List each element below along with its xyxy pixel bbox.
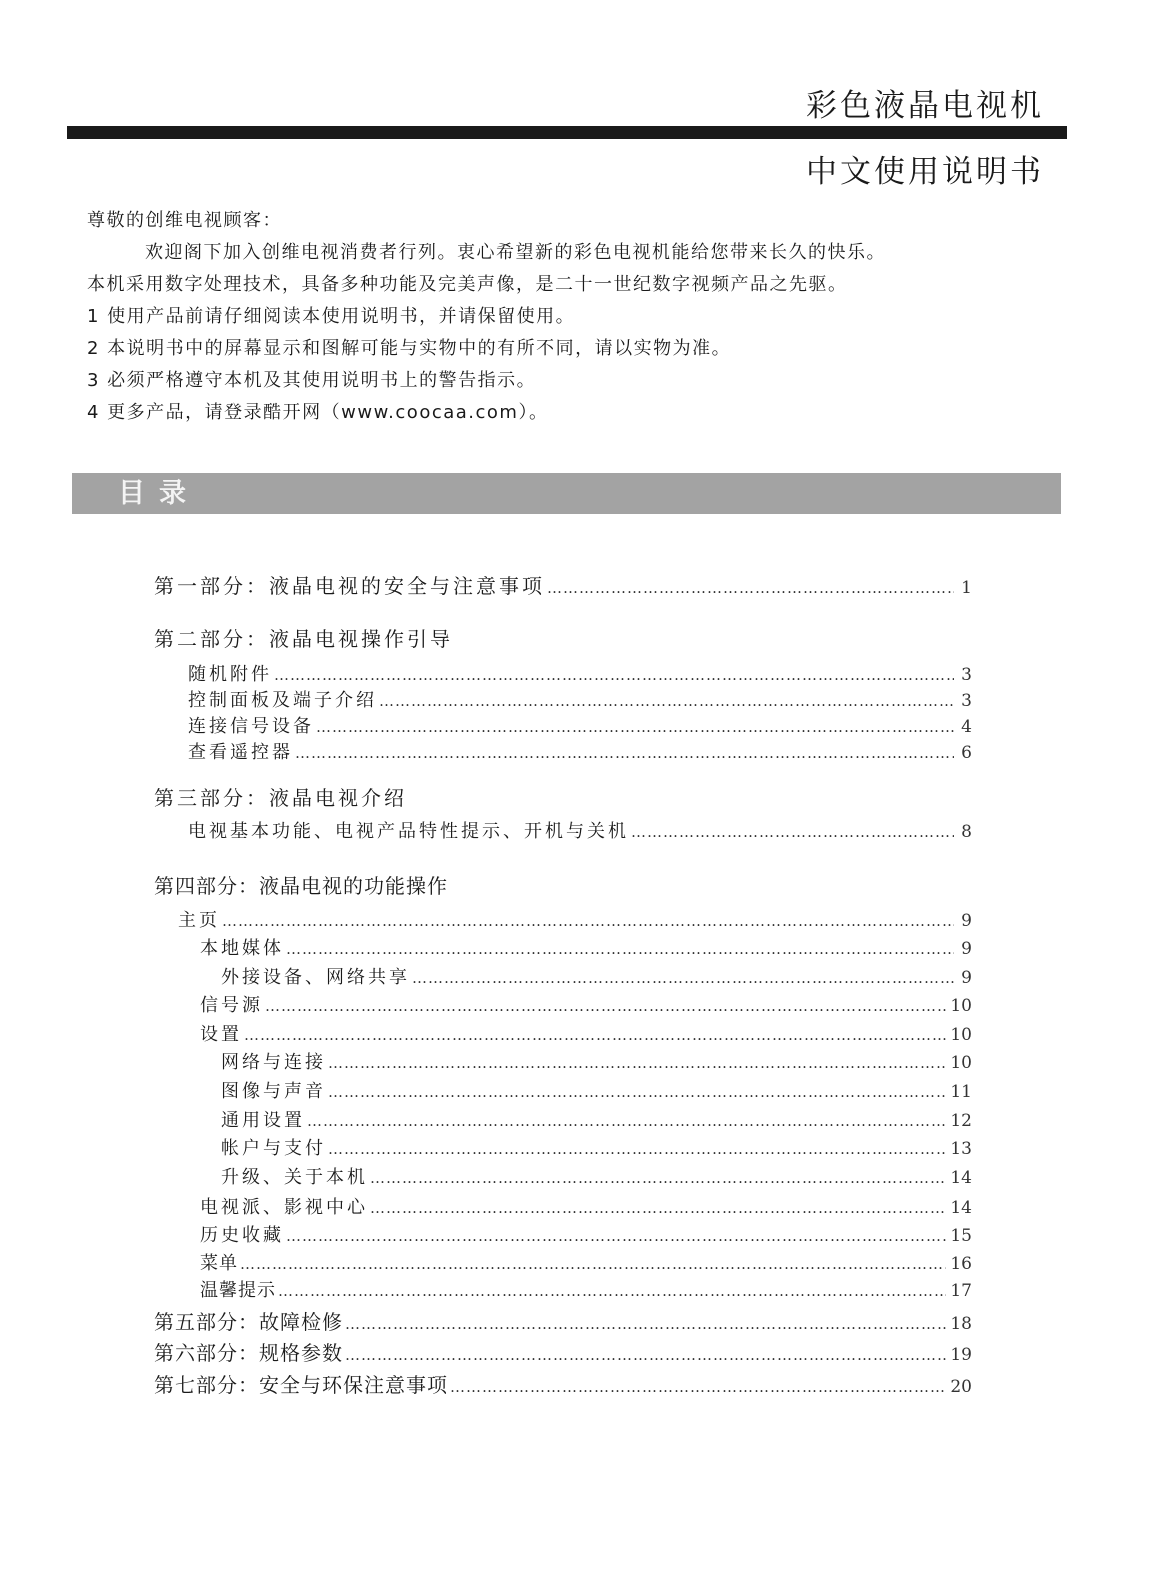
manual-subtitle: 中文使用说明书 [806, 154, 1044, 190]
dot-leader [412, 969, 954, 987]
dot-leader [274, 666, 954, 684]
toc-item[interactable] [188, 712, 972, 738]
toc-label: 第五部分：故障检修 [154, 1310, 343, 1334]
dot-leader [328, 1083, 946, 1101]
toc-label: 升级、关于本机 [221, 1167, 368, 1188]
toc-label: 控制面板及端子介绍 [188, 690, 377, 711]
toc-part-6[interactable] [154, 1337, 972, 1366]
dot-leader [222, 912, 954, 930]
dot-leader [328, 1140, 946, 1158]
dot-leader [278, 1282, 946, 1300]
toc-label: 通用设置 [221, 1110, 305, 1131]
toc-page-number: 11 [950, 1082, 972, 1102]
tech-text: 本机采用数字处理技术，具备多种功能及完美声像，是二十一世纪数字视频产品之先驱。 [87, 274, 848, 295]
toc-item[interactable] [188, 738, 972, 764]
dot-leader [265, 997, 946, 1015]
toc-item[interactable] [221, 1048, 972, 1074]
toc-item[interactable] [221, 1077, 972, 1103]
toc-label: 本地媒体 [200, 938, 284, 959]
dot-leader [547, 579, 954, 597]
toc-page-number: 14 [950, 1198, 972, 1218]
dot-leader [379, 692, 954, 710]
dot-leader [370, 1169, 946, 1187]
toc-item[interactable] [200, 1020, 972, 1046]
toc-page-number: 3 [961, 691, 972, 711]
toc-page-number: 3 [961, 665, 972, 685]
toc-page-number: 9 [961, 911, 972, 931]
dot-leader [307, 1112, 946, 1130]
note-item: 3 必须严格遵守本机及其使用说明书上的警告指示。 [87, 370, 537, 391]
toc-item[interactable] [221, 1106, 972, 1132]
toc-title: 目录 [118, 478, 200, 509]
toc-item[interactable] [200, 991, 972, 1017]
toc-item[interactable] [221, 1163, 972, 1189]
toc-label: 第六部分：规格参数 [154, 1341, 343, 1365]
toc-label: 设置 [200, 1024, 242, 1045]
dot-leader [631, 823, 954, 841]
dot-leader [244, 1026, 946, 1044]
toc-part-7[interactable] [154, 1369, 972, 1398]
intro-section [87, 205, 1057, 429]
toc-label: 电视基本功能、电视产品特性提示、开机与关机 [188, 821, 629, 842]
toc-page-number: 16 [950, 1254, 972, 1274]
toc-page-number: 14 [950, 1168, 972, 1188]
toc-page-number: 13 [950, 1139, 972, 1159]
note-item: 4 更多产品，请登录酷开网（www.coocaa.com）。 [87, 402, 549, 423]
toc-page-number: 10 [950, 1025, 972, 1045]
toc-item[interactable] [221, 963, 972, 989]
toc-item[interactable] [200, 934, 972, 960]
toc-label: 帐户与支付 [221, 1138, 326, 1159]
dot-leader [240, 1255, 946, 1273]
toc-label: 第一部分：液晶电视的安全与注意事项 [154, 574, 545, 598]
toc-page-number: 10 [950, 996, 972, 1016]
toc-item[interactable] [200, 1276, 972, 1302]
toc-label: 温馨提示 [200, 1280, 276, 1301]
toc-item[interactable] [188, 817, 972, 843]
dot-leader [450, 1378, 946, 1396]
welcome-text: 欢迎阁下加入创维电视消费者行列。衷心希望新的彩色电视机能给您带来长久的快乐。 [145, 242, 886, 263]
toc-page-number: 12 [950, 1111, 972, 1131]
toc-label: 外接设备、网络共享 [221, 967, 410, 988]
toc-label: 主页 [178, 910, 220, 931]
toc-page-number: 19 [950, 1345, 972, 1365]
toc-part-5[interactable] [154, 1306, 972, 1335]
toc-label: 查看遥控器 [188, 742, 293, 763]
toc-header-bar [72, 473, 1061, 514]
toc-page-number: 18 [950, 1314, 972, 1334]
note-item: 2 本说明书中的屏幕显示和图解可能与实物中的有所不同，请以实物为准。 [87, 338, 732, 359]
toc-item[interactable] [188, 660, 972, 686]
toc-page-number: 17 [950, 1281, 972, 1301]
toc-label: 菜单 [200, 1253, 238, 1274]
toc-page-number: 6 [961, 743, 972, 763]
toc-page-number: 4 [961, 717, 972, 737]
toc-page-number: 10 [950, 1053, 972, 1073]
dot-leader [286, 940, 954, 958]
header-rule [67, 126, 1067, 139]
toc-page-number: 8 [961, 822, 972, 842]
toc-page-number: 9 [961, 968, 972, 988]
note-item: 1 使用产品前请仔细阅读本使用说明书，并请保留使用。 [87, 306, 576, 327]
toc-label: 连接信号设备 [188, 716, 314, 737]
toc-item[interactable] [221, 1134, 972, 1160]
toc-label: 历史收藏 [200, 1225, 284, 1246]
toc-label: 网络与连接 [221, 1052, 326, 1073]
toc-page-number: 1 [961, 578, 972, 598]
toc-label: 第七部分：安全与环保注意事项 [154, 1373, 448, 1397]
toc-item[interactable] [178, 906, 972, 932]
toc-item[interactable] [200, 1193, 972, 1219]
toc-part-1[interactable] [154, 570, 972, 599]
dot-leader [286, 1227, 946, 1245]
toc-label: 随机附件 [188, 664, 272, 685]
dot-leader [316, 718, 954, 736]
toc-page-number: 15 [950, 1226, 972, 1246]
toc-label: 电视派、影视中心 [200, 1197, 368, 1218]
manual-title: 彩色液晶电视机 [806, 88, 1044, 124]
toc-part-3[interactable]: 第三部分：液晶电视介绍 [154, 786, 407, 810]
toc-item[interactable] [200, 1249, 972, 1275]
toc-item[interactable] [200, 1221, 972, 1247]
dot-leader [328, 1054, 946, 1072]
dot-leader [295, 744, 954, 762]
toc-page-number: 20 [950, 1377, 972, 1397]
toc-label: 信号源 [200, 995, 263, 1016]
toc-part-4[interactable]: 第四部分：液晶电视的功能操作 [154, 874, 448, 898]
dot-leader [345, 1315, 946, 1333]
greeting: 尊敬的创维电视顾客： [87, 210, 282, 231]
dot-leader [370, 1199, 946, 1217]
dot-leader [345, 1346, 946, 1364]
toc-item[interactable] [188, 686, 972, 712]
toc-part-2[interactable]: 第二部分：液晶电视操作引导 [154, 627, 453, 651]
toc-label: 图像与声音 [221, 1081, 326, 1102]
toc-page-number: 9 [961, 939, 972, 959]
